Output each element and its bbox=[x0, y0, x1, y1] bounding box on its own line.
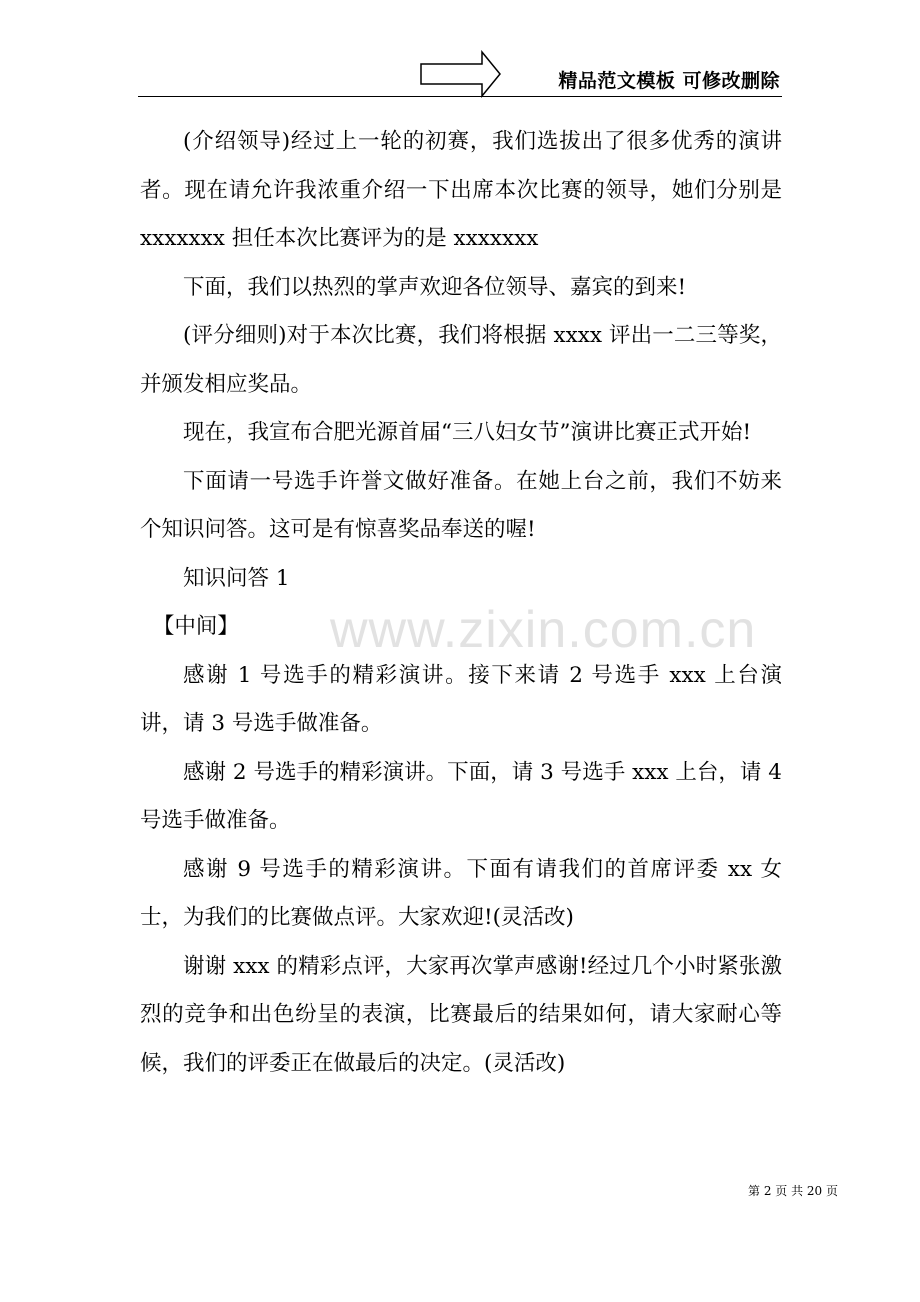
page-number: 第 2 页 共 20 页 bbox=[748, 1184, 838, 1198]
paragraph-closing: 谢谢 xxx 的精彩点评，大家再次掌声感谢!经过几个小时紧张激烈的竞争和出色纷呈的表演，比赛最后的结果如何，请大家耐心等候，我们的评委正在做最后的决定。(灵活改) bbox=[140, 953, 782, 1076]
paragraph-quiz-heading: 知识问答 1 bbox=[183, 565, 290, 591]
paragraph-thanks-2: 感谢 2 号选手的精彩演讲。下面，请 3 号选手 xxx 上台，请 4 号选手做准备。 bbox=[140, 759, 782, 833]
paragraph-scoring-rules: (评分细则)对于本次比赛，我们将根据 xxxx 评出一二三等奖，并颁发相应奖品。 bbox=[140, 323, 782, 397]
header-title: 精品范文模板 可修改删除 bbox=[558, 70, 780, 92]
arrow-right-outline-icon bbox=[420, 50, 502, 98]
paragraph-thanks-1: 感谢 1 号选手的精彩演讲。接下来请 2 号选手 xxx 上台演讲，请 3 号选手做准备。 bbox=[140, 662, 782, 736]
paragraph-welcome: 下面，我们以热烈的掌声欢迎各位领导、嘉宾的到来! bbox=[183, 274, 687, 300]
paragraph-intro-leaders: (介绍领导)经过上一轮的初赛，我们选拔出了很多优秀的演讲者。现在请允许我浓重介绍一下出席本次比赛的领导，她们分别是 xxxxxxx 担任本次比赛评为的是 xxxxxxx bbox=[140, 129, 782, 251]
paragraph-thanks-9: 感谢 9 号选手的精彩演讲。下面有请我们的首席评委 xx 女士，为我们的比赛做点评。大家欢迎!(灵活改) bbox=[140, 856, 782, 930]
paragraph-opening: 现在，我宣布合肥光源首届“三八妇女节”演讲比赛正式开始! bbox=[183, 420, 752, 445]
paragraph-first-contestant: 下面请一号选手许誉文做好准备。在她上台之前，我们不妨来个知识问答。这可是有惊喜奖品奉送的喔! bbox=[140, 468, 782, 542]
watermark: www.zixin.com.cn bbox=[330, 601, 757, 659]
page-header bbox=[138, 50, 782, 97]
paragraph-middle-heading: 【中间】 bbox=[152, 614, 239, 639]
